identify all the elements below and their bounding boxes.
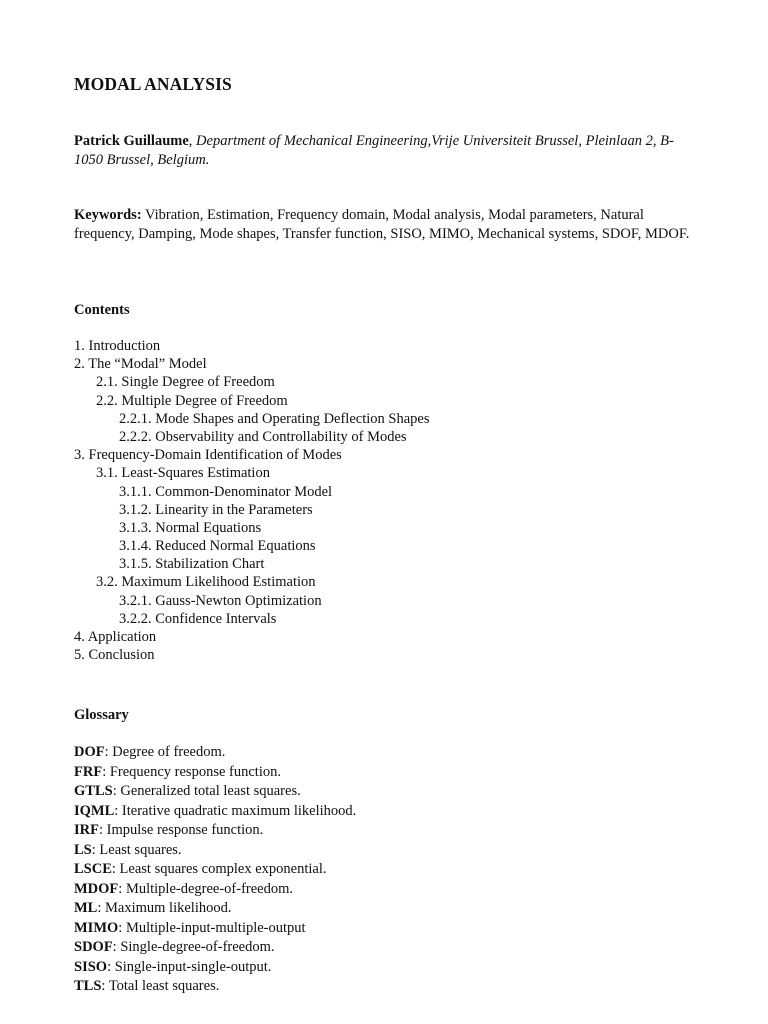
keywords-text: Vibration, Estimation, Frequency domain, Modal analysis, Modal parameters, Natural frequency, Damping, Mode shapes, Transfer function, SISO, MIMO, Mechanical systems, SDOF, MDOF. xyxy=(74,207,690,242)
glossary-definition: : Single-input-single-output. xyxy=(107,958,272,975)
glossary-item xyxy=(74,899,356,919)
toc-item: 2.2. Multiple Degree of Freedom xyxy=(96,392,288,409)
glossary-definition: : Total least squares. xyxy=(101,978,220,994)
author-line xyxy=(74,132,694,170)
toc-item: 3.2.2. Confidence Intervals xyxy=(119,610,277,627)
glossary-abbreviation: DOF xyxy=(74,744,105,760)
toc-item: 3.1.1. Common-Denominator Model xyxy=(119,483,333,500)
glossary-abbreviation: MDOF xyxy=(74,880,119,897)
glossary-definition: : Least squares. xyxy=(91,841,182,858)
toc-item: 2.1. Single Degree of Freedom xyxy=(96,374,275,391)
glossary-definition: : Maximum likelihood. xyxy=(97,900,232,916)
author-affiliation: Department of Mechanical Engineering,Vrije Universiteit Brussel, Pleinlaan 2, B-1050 Brussel, Belgium. xyxy=(74,133,674,168)
glossary-definition: : Multiple-degree-of-freedom. xyxy=(118,880,294,897)
glossary-definition: : Degree of freedom. xyxy=(104,744,226,760)
keywords-paragraph xyxy=(74,206,704,244)
glossary-abbreviation: GTLS xyxy=(74,783,113,799)
toc-item: 3.1.2. Linearity in the Parameters xyxy=(119,501,313,518)
glossary-abbreviation: ML xyxy=(74,900,98,916)
glossary-abbreviation: LS xyxy=(74,841,92,858)
toc-item: 3.2. Maximum Likelihood Estimation xyxy=(96,574,316,591)
contents-heading: Contents xyxy=(74,302,130,318)
glossary-definition: : Iterative quadratic maximum likelihood. xyxy=(114,802,357,819)
toc-item: 2.2.2. Observability and Controllability of Modes xyxy=(119,428,407,445)
glossary-abbreviation: IQML xyxy=(74,802,115,819)
author-name: Patrick Guillaume xyxy=(74,133,189,149)
author-separator: , xyxy=(188,133,197,149)
glossary-item xyxy=(74,977,356,997)
glossary-heading: Glossary xyxy=(74,707,129,723)
toc-item: 3.1.3. Normal Equations xyxy=(119,519,262,536)
glossary-item xyxy=(74,782,356,802)
glossary-list xyxy=(74,743,356,997)
toc-item: 4. Application xyxy=(74,629,157,645)
glossary-abbreviation: MIMO xyxy=(74,919,119,936)
glossary-item xyxy=(74,919,356,939)
glossary-abbreviation: SISO xyxy=(74,958,108,975)
document-title: MODAL ANALYSIS xyxy=(74,74,232,94)
glossary-abbreviation: FRF xyxy=(74,763,103,780)
glossary-abbreviation: SDOF xyxy=(74,939,113,955)
toc-item: 3.1.4. Reduced Normal Equations xyxy=(119,538,316,555)
glossary-item xyxy=(74,802,356,822)
toc-item: 2. The “Modal” Model xyxy=(74,356,207,373)
glossary-abbreviation: IRF xyxy=(74,822,99,838)
glossary-definition: : Least squares complex exponential. xyxy=(111,861,327,877)
glossary-definition: : Frequency response function. xyxy=(102,763,281,780)
glossary-item xyxy=(74,821,356,841)
glossary-abbreviation: LSCE xyxy=(74,861,112,877)
glossary-definition: : Impulse response function. xyxy=(98,822,264,838)
glossary-item xyxy=(74,841,356,861)
toc-item: 1. Introduction xyxy=(74,338,161,354)
toc-item: 3. Frequency-Domain Identification of Modes xyxy=(74,447,342,464)
glossary-definition: : Multiple-input-multiple-output xyxy=(118,919,306,936)
glossary-abbreviation: TLS xyxy=(74,978,102,994)
toc-item: 3.1.5. Stabilization Chart xyxy=(119,556,265,573)
glossary-definition: : Single-degree-of-freedom. xyxy=(112,939,275,955)
glossary-item xyxy=(74,763,356,783)
glossary-item xyxy=(74,958,356,978)
glossary-item xyxy=(74,938,356,958)
toc-item: 3.1. Least-Squares Estimation xyxy=(96,465,270,482)
toc-item: 5. Conclusion xyxy=(74,647,155,664)
toc-item: 3.2.1. Gauss-Newton Optimization xyxy=(119,592,322,609)
glossary-item xyxy=(74,743,356,763)
glossary-definition: : Generalized total least squares. xyxy=(112,783,301,799)
table-of-contents xyxy=(74,337,429,664)
glossary-item xyxy=(74,860,356,880)
glossary-item xyxy=(74,880,356,900)
keywords-label: Keywords: xyxy=(74,207,142,223)
toc-item: 2.2.1. Mode Shapes and Operating Deflection Shapes xyxy=(119,410,430,427)
